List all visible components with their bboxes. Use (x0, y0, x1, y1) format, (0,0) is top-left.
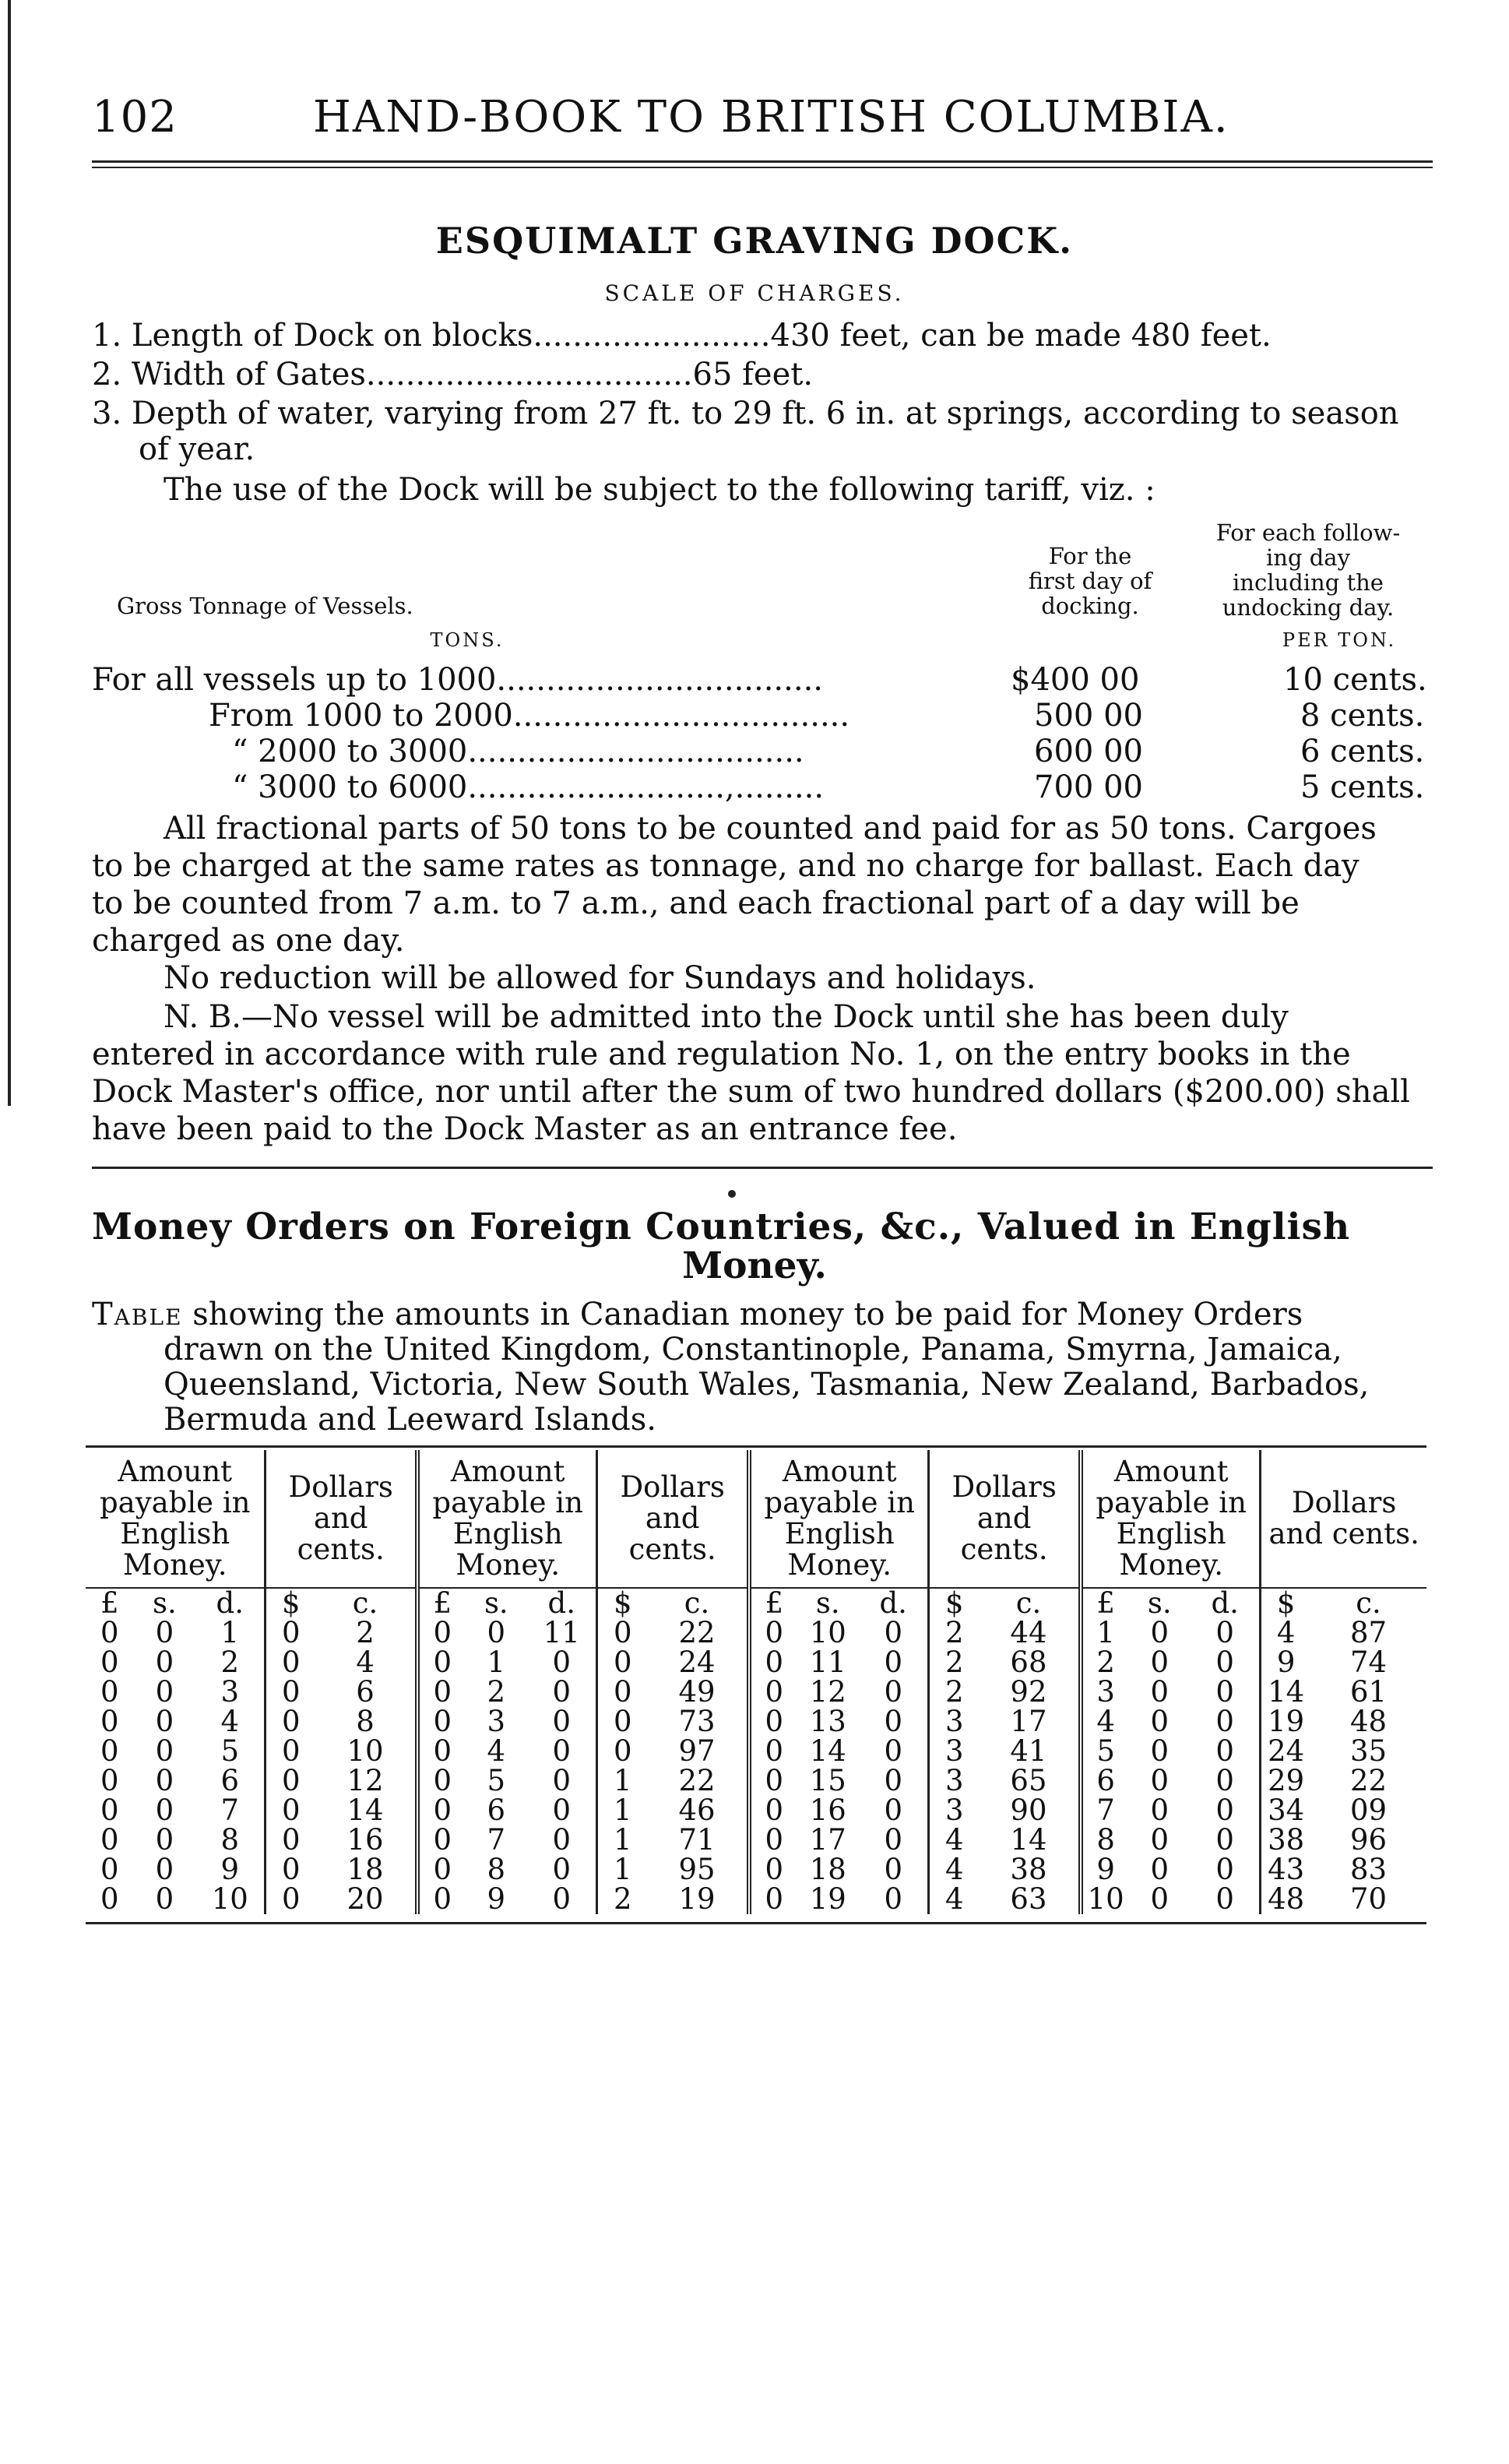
table-cell: 0 (433, 1675, 452, 1709)
dock-item-2: 2. Width of Gates.................................65 feet. (92, 357, 814, 392)
tariff-row: For all vessels up to 1000................................. $400 00 10 cents. (92, 662, 1427, 698)
table-cell: 14 (1268, 1675, 1305, 1709)
dock-paragraph-note: N. B.—No vessel will be admitted into the Dock until she has been duly entered in accordance with rule and regulation No. 1, on the entry books in the Dock Master's office, nor until after the sum of two hundred dollars ($200.00) shall have been paid to the Dock Master as an entrance fee. (92, 999, 1410, 1147)
table-cell: 0 (1150, 1705, 1170, 1738)
unit-pound: £ (765, 1586, 783, 1620)
col-amount-header: Amount payable in English Money. (417, 1450, 597, 1588)
table-cell: 0 (1150, 1734, 1170, 1768)
table-cell: 0 (765, 1705, 783, 1738)
table-cell: 8 (315, 1707, 417, 1737)
table-cell: 7 (195, 1796, 266, 1825)
table-cell: 0 (765, 1646, 783, 1679)
table-top-rule (86, 1445, 1426, 1448)
table-cell: 92 (979, 1677, 1081, 1707)
table-cell: 11 (809, 1646, 846, 1679)
table-cell: 16 (315, 1825, 417, 1855)
col-dollars-header: Dollars and cents. (1261, 1450, 1426, 1588)
dock-title: ESQUIMALT GRAVING DOCK. (435, 220, 1074, 262)
table-cell: 83 (1349, 1853, 1388, 1886)
table-header-row (86, 1450, 1426, 1588)
table-cell: 0 (765, 1853, 783, 1886)
table-cell: 09 (1349, 1793, 1388, 1827)
table-cell: 1 (487, 1646, 506, 1679)
table-cell: 6 (195, 1766, 266, 1796)
table-cell: 2 (944, 1675, 964, 1709)
table-cell: 3 (944, 1734, 964, 1768)
table-cell: 0 (1191, 1855, 1261, 1885)
table-cell: 0 (1150, 1882, 1170, 1916)
table-cell: 0 (487, 1616, 506, 1649)
table-cell: 0 (859, 1677, 929, 1707)
table-cell: 0 (859, 1737, 929, 1766)
table-cell: 41 (979, 1737, 1081, 1766)
table-cell: 68 (979, 1648, 1081, 1677)
table-cell: 18 (315, 1855, 417, 1885)
table-row (86, 1855, 1426, 1885)
table-cell: 0 (613, 1705, 632, 1738)
unit-tons: TONS. (430, 629, 505, 651)
table-cell: 22 (647, 1766, 749, 1796)
table-cell: 12 (315, 1766, 417, 1796)
table-cell: 3 (944, 1764, 964, 1797)
table-cell: 46 (647, 1796, 749, 1825)
table-cell: 3 (944, 1793, 964, 1827)
table-cell: 5 (487, 1764, 506, 1797)
table-cell: 10 (315, 1737, 417, 1766)
table-cell: 4 (195, 1707, 266, 1737)
table-cell: 0 (433, 1616, 452, 1649)
table-cell: 0 (1191, 1885, 1261, 1914)
running-title: HAND-BOOK TO BRITISH COLUMBIA. (313, 92, 1229, 143)
col-amount-header: Amount payable in English Money. (86, 1450, 266, 1588)
table-cell: 9 (1276, 1646, 1296, 1679)
table-cell: 0 (527, 1766, 597, 1796)
table-cell: 0 (859, 1618, 929, 1648)
table-cell: 0 (155, 1793, 174, 1827)
unit-shillings: s. (1147, 1586, 1172, 1620)
table-cell: 15 (809, 1764, 846, 1797)
table-cell: 13 (809, 1705, 846, 1738)
table-cell: 0 (433, 1764, 452, 1797)
table-cell: 0 (1150, 1853, 1170, 1886)
tariff-row: “ 3000 to 6000..........................,......... 700 00 5 cents. (232, 769, 1425, 805)
table-cell: 1 (613, 1853, 632, 1886)
table-cell: 0 (433, 1734, 452, 1768)
unit-pence: d. (195, 1588, 266, 1618)
table-cell: 0 (527, 1796, 597, 1825)
unit-cents: c. (1356, 1586, 1381, 1620)
money-orders-description: Table showing the amounts in Canadian money to be paid for Money Orders drawn on the United Kingdom, Constantinople, Panama, Smyrna, Jamaica, Queensland, Victoria, New South Wales, Tasmania, New Zealand, Barbados, Bermuda and Leeward Islands. (92, 1297, 1370, 1438)
table-cell: 0 (100, 1734, 119, 1768)
table-cell: 22 (1349, 1764, 1388, 1797)
unit-cents: c. (647, 1588, 749, 1618)
tariff-row: From 1000 to 2000.................................. 500 00 8 cents. (209, 698, 1425, 734)
dock-intro: The use of the Dock will be subject to the following tariff, viz. : (164, 472, 1155, 508)
table-cell: 0 (765, 1764, 783, 1797)
table-cell: 7 (1096, 1793, 1115, 1827)
unit-pence: d. (527, 1588, 597, 1618)
table-cell: 0 (765, 1793, 783, 1827)
table-cell: 0 (155, 1882, 174, 1916)
table-cell: 0 (765, 1882, 783, 1916)
table-cell: 4 (1276, 1616, 1296, 1649)
dock-item-1: 1. Length of Dock on blocks........................430 feet, can be made 480 feet. (92, 318, 1272, 354)
page-edge-rule (8, 0, 11, 1106)
table-cell: 0 (1150, 1823, 1170, 1857)
table-cell: 0 (155, 1734, 174, 1768)
table-cell: 24 (647, 1648, 749, 1677)
table-cell: 9 (1096, 1853, 1115, 1886)
unit-cents: c. (979, 1588, 1081, 1618)
table-cell: 14 (315, 1796, 417, 1825)
table-cell: 48 (1349, 1705, 1388, 1738)
table-cell: 4 (944, 1853, 964, 1886)
table-cell: 0 (100, 1793, 119, 1827)
table-cell: 7 (487, 1823, 506, 1857)
table-cell: 22 (647, 1618, 749, 1648)
table-cell: 71 (647, 1825, 749, 1855)
table-cell: 0 (433, 1853, 452, 1886)
table-cell: 90 (979, 1796, 1081, 1825)
table-cell: 5 (1096, 1734, 1115, 1768)
table-cell: 0 (282, 1705, 301, 1738)
table-cell: 0 (100, 1675, 119, 1709)
table-cell: 0 (100, 1705, 119, 1738)
table-cell: 4 (487, 1734, 506, 1768)
table-cell: 0 (1191, 1677, 1261, 1707)
table-cell: 16 (809, 1793, 846, 1827)
table-cell: 0 (1150, 1675, 1170, 1709)
unit-per-ton: PER TON. (1282, 629, 1397, 651)
unit-dollar: $ (613, 1586, 632, 1620)
table-cell: 1 (195, 1618, 266, 1648)
table-cell: 0 (282, 1853, 301, 1886)
table-cell: 2 (1096, 1646, 1115, 1679)
table-row (86, 1825, 1426, 1855)
col-amount-header: Amount payable in English Money. (749, 1450, 929, 1588)
table-cell: 17 (979, 1707, 1081, 1737)
col-each-day: For each follow- ing day including the undocking day. (1215, 519, 1401, 621)
table-row (86, 1707, 1426, 1737)
table-unit-row (86, 1588, 1426, 1618)
table-cell: 3 (1096, 1675, 1115, 1709)
table-cell: 0 (859, 1766, 929, 1796)
table-cell: 70 (1349, 1882, 1388, 1916)
table-cell: 96 (1349, 1823, 1388, 1857)
unit-pound: £ (433, 1586, 452, 1620)
table-row (86, 1618, 1426, 1648)
table-cell: 19 (1268, 1705, 1305, 1738)
table-cell: 0 (1150, 1616, 1170, 1649)
table-cell: 0 (282, 1793, 301, 1827)
table-cell: 9 (195, 1855, 266, 1885)
table-row (86, 1766, 1426, 1796)
table-cell: 74 (1349, 1646, 1388, 1679)
table-cell: 18 (809, 1853, 846, 1886)
unit-pound: £ (1096, 1586, 1115, 1620)
bullet-ornament (728, 1190, 736, 1198)
table-cell: 0 (100, 1646, 119, 1679)
table-cell: 48 (1268, 1882, 1305, 1916)
table-row (86, 1648, 1426, 1677)
unit-dollar: $ (1276, 1586, 1296, 1620)
table-cell: 4 (1096, 1705, 1115, 1738)
table-cell: 0 (527, 1885, 597, 1914)
table-cell: 0 (282, 1675, 301, 1709)
header-rule (92, 160, 1433, 163)
dock-subtitle: SCALE OF CHARGES. (604, 280, 905, 306)
table-cell: 0 (765, 1675, 783, 1709)
table-cell: 0 (1191, 1766, 1261, 1796)
unit-shillings: s. (484, 1586, 508, 1620)
table-cell: 17 (809, 1823, 846, 1857)
table-cell: 4 (944, 1882, 964, 1916)
col-dollars-header: Dollars and cents. (597, 1450, 749, 1588)
table-cell: 2 (613, 1882, 632, 1916)
dock-paragraph-reduction: No reduction will be allowed for Sundays and holidays. (164, 960, 1036, 996)
col-dollars-header: Dollars and cents. (929, 1450, 1081, 1588)
table-cell: 3 (487, 1705, 506, 1738)
money-orders-title: Money Orders on Foreign Countries, &c., Valued in English (92, 1206, 1351, 1248)
unit-shillings: s. (152, 1586, 177, 1620)
table-cell: 5 (195, 1737, 266, 1766)
table-cell: 0 (859, 1855, 929, 1885)
table-cell: 0 (282, 1882, 301, 1916)
table-cell: 0 (527, 1825, 597, 1855)
unit-pence: d. (1191, 1588, 1261, 1618)
money-orders-table (86, 1450, 1426, 1924)
table-cell: 0 (155, 1853, 174, 1886)
table-cell: 38 (979, 1855, 1081, 1885)
table-cell: 0 (1191, 1796, 1261, 1825)
table-cell: 2 (944, 1616, 964, 1649)
table-cell: 10 (195, 1885, 266, 1914)
table-cell: 4 (944, 1823, 964, 1857)
table-cell: 2 (315, 1618, 417, 1648)
table-cell: 0 (765, 1734, 783, 1768)
table-cell: 95 (647, 1855, 749, 1885)
table-cell: 97 (647, 1737, 749, 1766)
table-cell: 0 (527, 1677, 597, 1707)
table-cell: 0 (155, 1705, 174, 1738)
table-cell: 6 (1096, 1764, 1115, 1797)
header-rule-2 (92, 167, 1433, 168)
table-cell: 0 (765, 1823, 783, 1857)
table-cell: 6 (315, 1677, 417, 1707)
table-cell: 0 (1150, 1793, 1170, 1827)
table-cell: 0 (859, 1825, 929, 1855)
table-row (86, 1885, 1426, 1914)
table-cell: 0 (859, 1707, 929, 1737)
unit-cents: c. (315, 1588, 417, 1618)
table-cell: 0 (613, 1646, 632, 1679)
table-cell: 20 (315, 1885, 417, 1914)
table-cell: 2 (944, 1646, 964, 1679)
table-cell: 2 (487, 1675, 506, 1709)
table-cell: 0 (155, 1675, 174, 1709)
table-cell: 49 (647, 1677, 749, 1707)
table-cell: 8 (487, 1853, 506, 1886)
table-cell: 6 (487, 1793, 506, 1827)
table-cell: 0 (100, 1882, 119, 1916)
table-cell: 14 (809, 1734, 846, 1768)
table-cell: 0 (155, 1764, 174, 1797)
table-cell: 61 (1349, 1675, 1388, 1709)
table-cell: 9 (487, 1882, 506, 1916)
unit-shillings: s. (815, 1586, 840, 1620)
money-orders-title-cont: Money. (682, 1244, 827, 1287)
table-cell: 0 (859, 1648, 929, 1677)
table-cell: 38 (1268, 1823, 1305, 1857)
page-number: 102 (92, 92, 178, 143)
table-cell: 1 (613, 1764, 632, 1797)
table-cell: 44 (979, 1618, 1081, 1648)
table-cell: 0 (1191, 1648, 1261, 1677)
table-cell: 0 (433, 1793, 452, 1827)
unit-dollar: $ (282, 1586, 301, 1620)
section-rule (92, 1167, 1433, 1169)
col-gross-tonnage: Gross Tonnage of Vessels. (117, 593, 413, 619)
table-cell: 0 (1191, 1825, 1261, 1855)
table-cell: 0 (1150, 1646, 1170, 1679)
table-cell: 29 (1268, 1764, 1305, 1797)
table-cell: 3 (944, 1705, 964, 1738)
table-cell: 0 (859, 1885, 929, 1914)
running-header (92, 92, 1431, 154)
table-cell: 0 (1191, 1618, 1261, 1648)
table-cell: 35 (1349, 1734, 1388, 1768)
table-cell: 0 (282, 1823, 301, 1857)
table-cell: 63 (979, 1885, 1081, 1914)
table-cell: 4 (315, 1648, 417, 1677)
table-cell: 0 (282, 1734, 301, 1768)
table-cell: 73 (647, 1707, 749, 1737)
table-cell: 0 (433, 1646, 452, 1679)
table-cell: 8 (195, 1825, 266, 1855)
unit-pence: d. (859, 1588, 929, 1618)
unit-pound: £ (100, 1586, 119, 1620)
table-cell: 1 (613, 1823, 632, 1857)
table-cell: 43 (1268, 1853, 1305, 1886)
table-cell: 87 (1349, 1616, 1388, 1649)
table-cell: 0 (155, 1823, 174, 1857)
table-cell: 0 (433, 1823, 452, 1857)
unit-dollar: $ (944, 1586, 964, 1620)
table-cell: 0 (282, 1646, 301, 1679)
table-cell: 0 (859, 1796, 929, 1825)
dock-item-3-cont: of year. (139, 431, 255, 467)
table-cell: 0 (527, 1855, 597, 1885)
table-cell: 0 (1191, 1737, 1261, 1766)
table-cell: 0 (765, 1616, 783, 1649)
table-cell: 24 (1268, 1734, 1305, 1768)
table-cell: 2 (195, 1648, 266, 1677)
col-amount-header: Amount payable in English Money. (1081, 1450, 1261, 1588)
table-cell: 0 (527, 1648, 597, 1677)
col-first-day: For the first day of docking. (1028, 543, 1152, 619)
table-cell: 19 (647, 1885, 749, 1914)
table-cell: 0 (613, 1616, 632, 1649)
table-cell: 10 (1087, 1882, 1124, 1916)
table-cell: 8 (1096, 1823, 1115, 1857)
table-cell: 0 (100, 1764, 119, 1797)
table-cell: 12 (809, 1675, 846, 1709)
table-cell: 0 (282, 1616, 301, 1649)
dock-paragraph-fractions: All fractional parts of 50 tons to be counted and paid for as 50 tons. Cargoes to be charged at the same rates as tonnage, and no charge for ballast. Each day to be counted from 7 a.m. to 7 a.m., and each fractional part of a day will be charged as one day. (92, 811, 1377, 959)
table-cell: 0 (1191, 1707, 1261, 1737)
table-cell: 3 (195, 1677, 266, 1707)
table-cell: 10 (809, 1616, 846, 1649)
table-cell: 1 (613, 1793, 632, 1827)
table-cell: 0 (100, 1853, 119, 1886)
col-dollars-header: Dollars and cents. (266, 1450, 417, 1588)
table-cell: 0 (613, 1734, 632, 1768)
table-cell: 11 (527, 1618, 597, 1648)
table-row (86, 1677, 1426, 1707)
table-row (86, 1737, 1426, 1766)
table-cell: 0 (527, 1737, 597, 1766)
table-cell: 34 (1268, 1793, 1305, 1827)
table-cell: 19 (809, 1882, 846, 1916)
table-cell: 0 (433, 1882, 452, 1916)
table-cell: 0 (100, 1823, 119, 1857)
table-cell: 0 (155, 1646, 174, 1679)
dock-item-3: 3. Depth of water, varying from 27 ft. to 29 ft. 6 in. at springs, according to season (92, 396, 1399, 431)
table-row (86, 1796, 1426, 1825)
tariff-row: “ 2000 to 3000.................................. 600 00 6 cents. (232, 734, 1425, 769)
table-cell: 0 (1150, 1764, 1170, 1797)
table-cell: 0 (613, 1675, 632, 1709)
table-cell: 65 (979, 1766, 1081, 1796)
table-cell: 14 (979, 1825, 1081, 1855)
table-cell: 0 (527, 1707, 597, 1737)
table-cell: 0 (433, 1705, 452, 1738)
table-cell: 0 (100, 1616, 119, 1649)
table-cell: 0 (282, 1764, 301, 1797)
table-cell: 0 (155, 1616, 174, 1649)
table-cell: 1 (1096, 1616, 1115, 1649)
